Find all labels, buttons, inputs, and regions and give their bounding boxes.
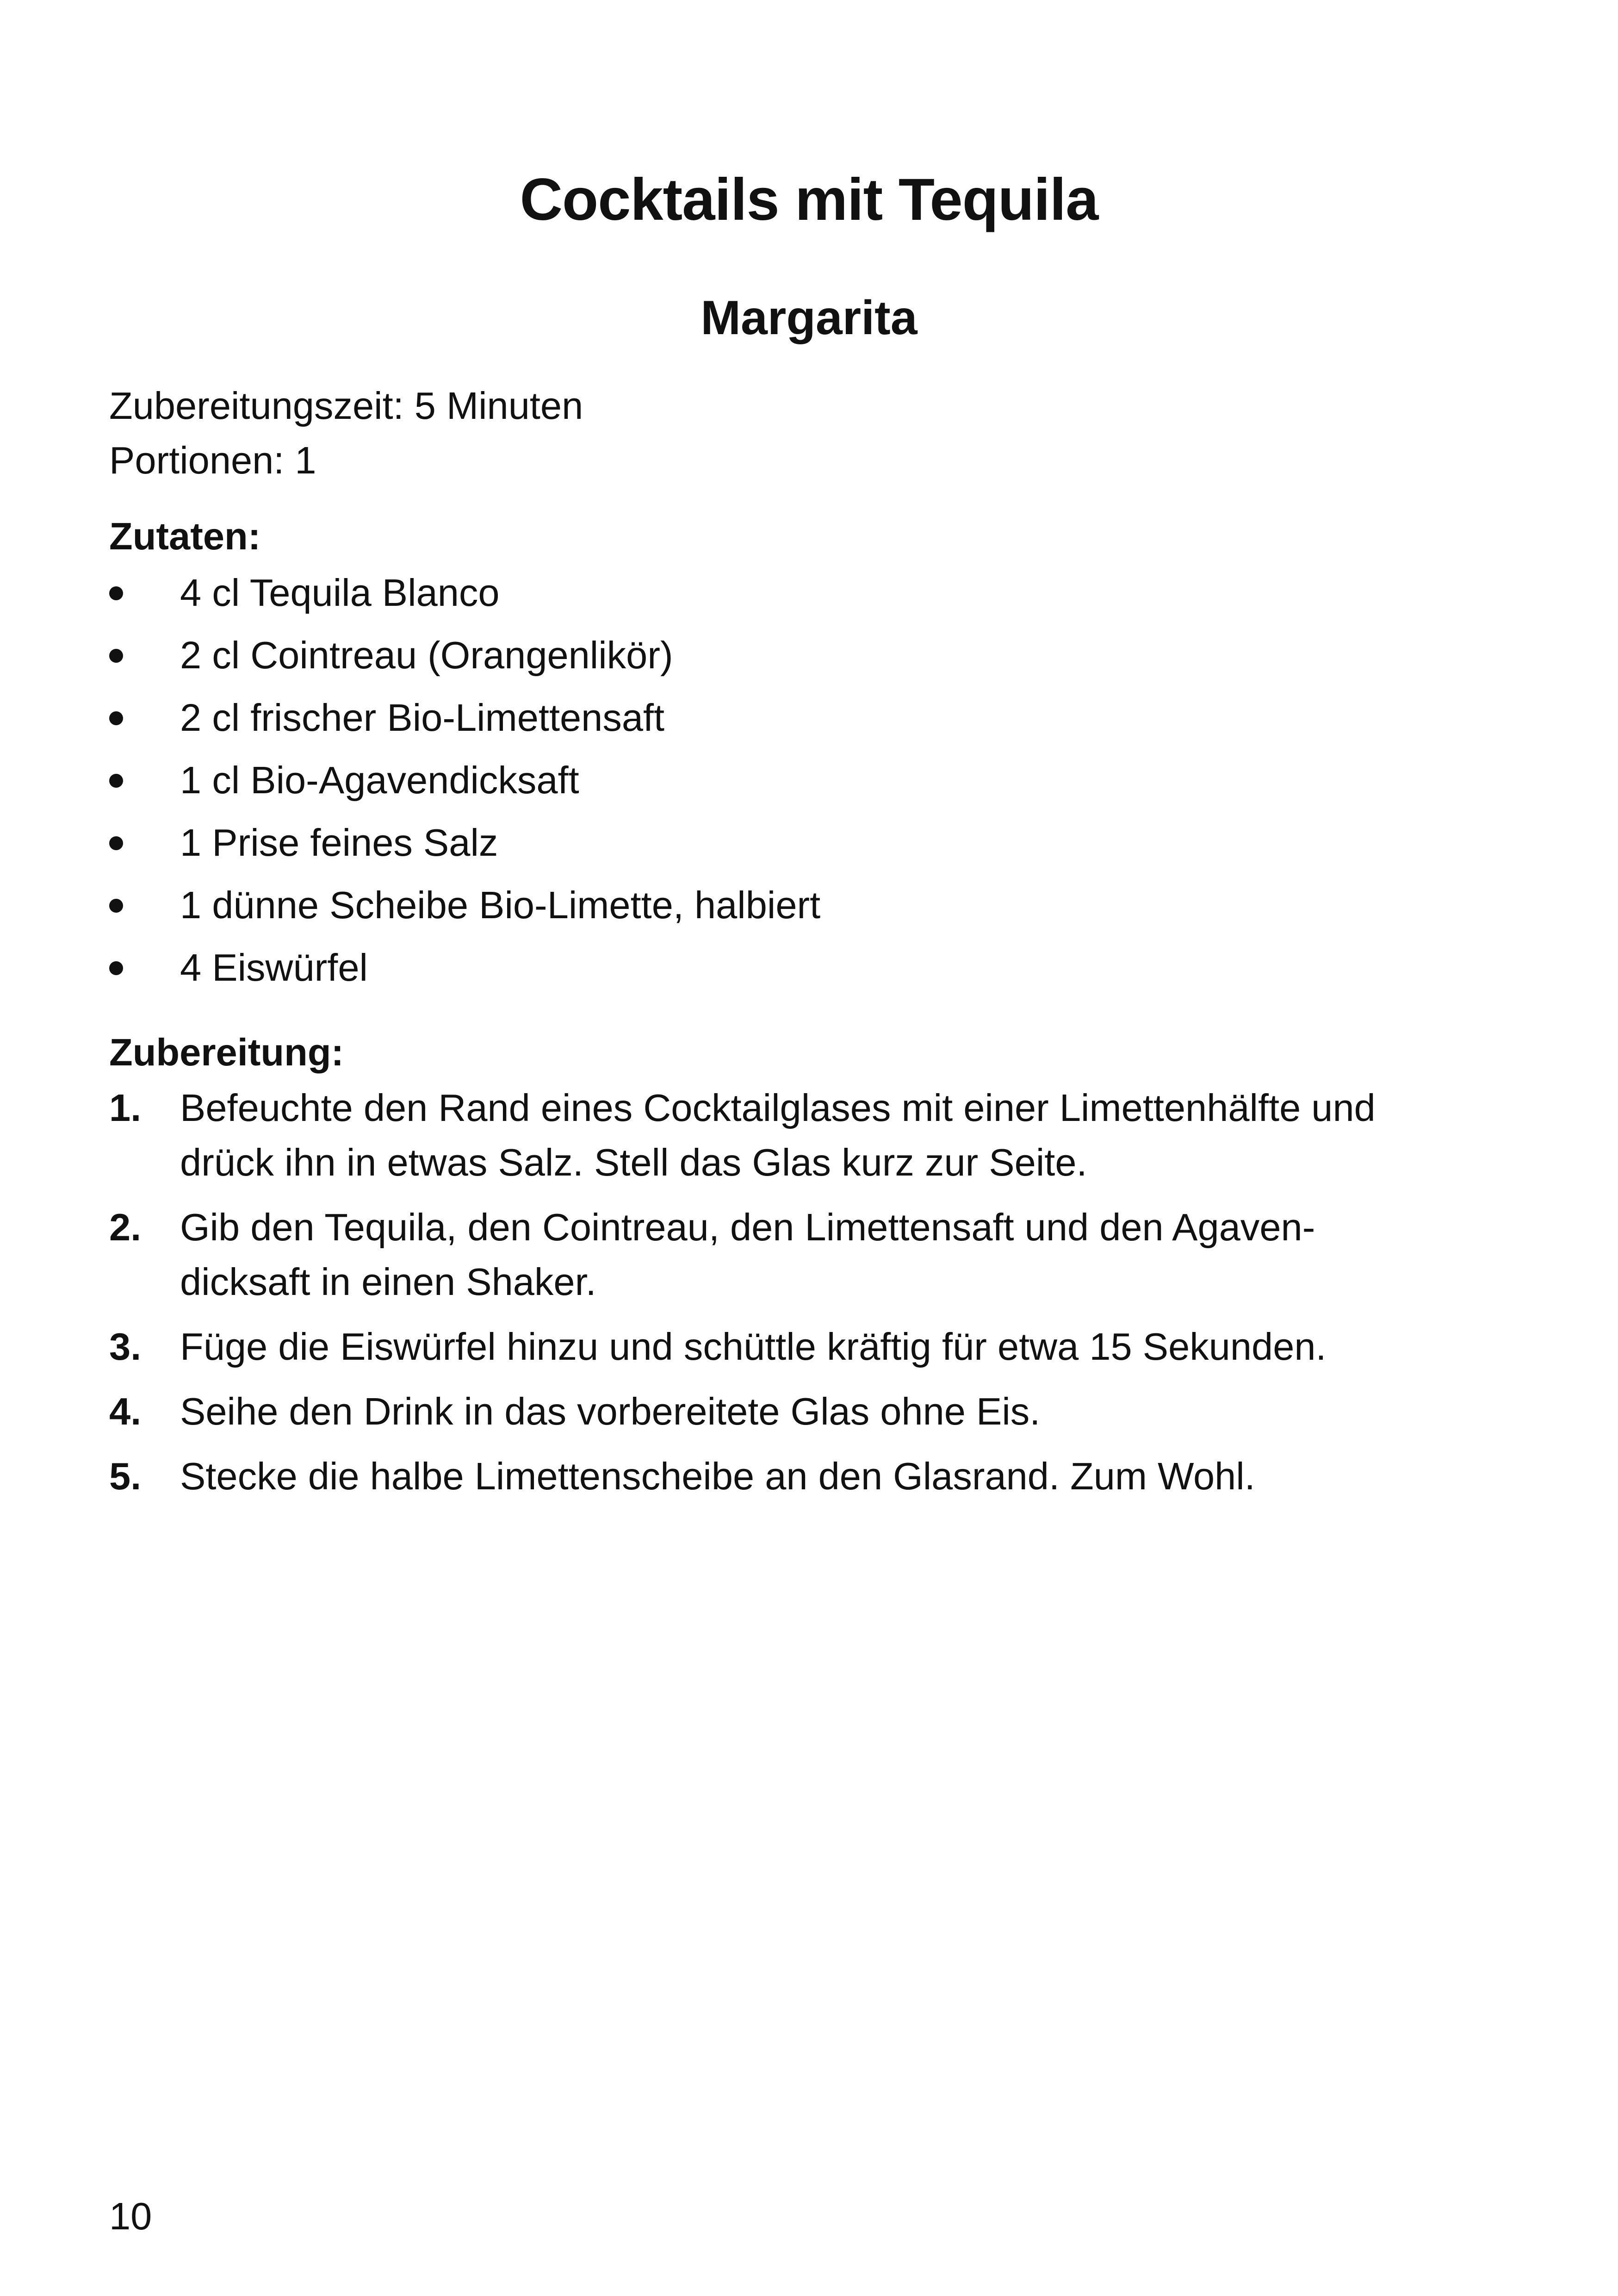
ingredient-text: 4 Eiswürfel bbox=[180, 946, 368, 989]
step-number: 3. bbox=[109, 1325, 142, 1368]
portions: Portionen: 1 bbox=[109, 439, 316, 482]
bullet-icon bbox=[109, 649, 123, 663]
prep-time: Zubereitungszeit: 5 Minuten bbox=[109, 384, 583, 427]
preparation-heading: Zubereitung: bbox=[109, 1031, 344, 1074]
ingredient-item bbox=[109, 940, 820, 1003]
ingredient-item bbox=[109, 878, 820, 940]
ingredient-item bbox=[109, 566, 820, 628]
bullet-icon bbox=[109, 961, 123, 975]
step-text: Seihe den Drink in das vorbereitete Glas ohne Eis. bbox=[180, 1390, 1041, 1433]
preparation-steps bbox=[109, 1081, 1405, 1514]
step-text: Stecke die halbe Limettenscheibe an den Glasrand. Zum Wohl. bbox=[180, 1455, 1255, 1498]
ingredients-heading: Zutaten: bbox=[109, 515, 261, 558]
ingredient-item bbox=[109, 628, 820, 691]
step-item bbox=[109, 1200, 1405, 1309]
ingredient-item bbox=[109, 815, 820, 878]
ingredient-text: 2 cl frischer Bio-Limettensaft bbox=[180, 696, 665, 739]
bullet-icon bbox=[109, 586, 123, 600]
chapter-title: Cocktails mit Tequila bbox=[520, 167, 1098, 233]
ingredient-text: 4 cl Tequila Blanco bbox=[180, 571, 500, 614]
step-item bbox=[109, 1081, 1405, 1190]
bullet-icon bbox=[109, 836, 123, 850]
recipe-title: Margarita bbox=[701, 291, 917, 345]
step-number: 1. bbox=[109, 1086, 142, 1129]
ingredient-text: 1 Prise feines Salz bbox=[180, 821, 498, 864]
step-text: Füge die Eiswürfel hinzu und schüttle kräftig für etwa 15 Sekunden. bbox=[180, 1325, 1327, 1368]
step-item bbox=[109, 1384, 1405, 1439]
ingredient-text: 2 cl Cointreau (Orangenlikör) bbox=[180, 634, 673, 677]
step-item bbox=[109, 1449, 1405, 1504]
step-number: 5. bbox=[109, 1455, 142, 1498]
step-number: 2. bbox=[109, 1206, 142, 1249]
ingredient-text: 1 cl Bio-Agavendicksaft bbox=[180, 759, 579, 802]
step-text: Befeuchte den Rand eines Cocktailglases mit einer Limettenhälfte und drück ihn in etwas Salz. Stell das Glas kurz zur Seite. bbox=[180, 1086, 1376, 1184]
recipe-meta bbox=[109, 379, 583, 488]
step-item bbox=[109, 1319, 1405, 1374]
bullet-icon bbox=[109, 774, 123, 788]
step-text: Gib den Tequila, den Cointreau, den Limettensaft und den Agavendicksaft in einen Shaker. bbox=[180, 1206, 1315, 1303]
ingredient-item bbox=[109, 753, 820, 815]
bullet-icon bbox=[109, 899, 123, 913]
page-number: 10 bbox=[109, 2195, 152, 2238]
ingredients-list bbox=[109, 566, 820, 1003]
step-number: 4. bbox=[109, 1390, 142, 1433]
ingredient-item bbox=[109, 691, 820, 753]
bullet-icon bbox=[109, 711, 123, 725]
ingredient-text: 1 dünne Scheibe Bio-Limette, halbiert bbox=[180, 884, 821, 927]
